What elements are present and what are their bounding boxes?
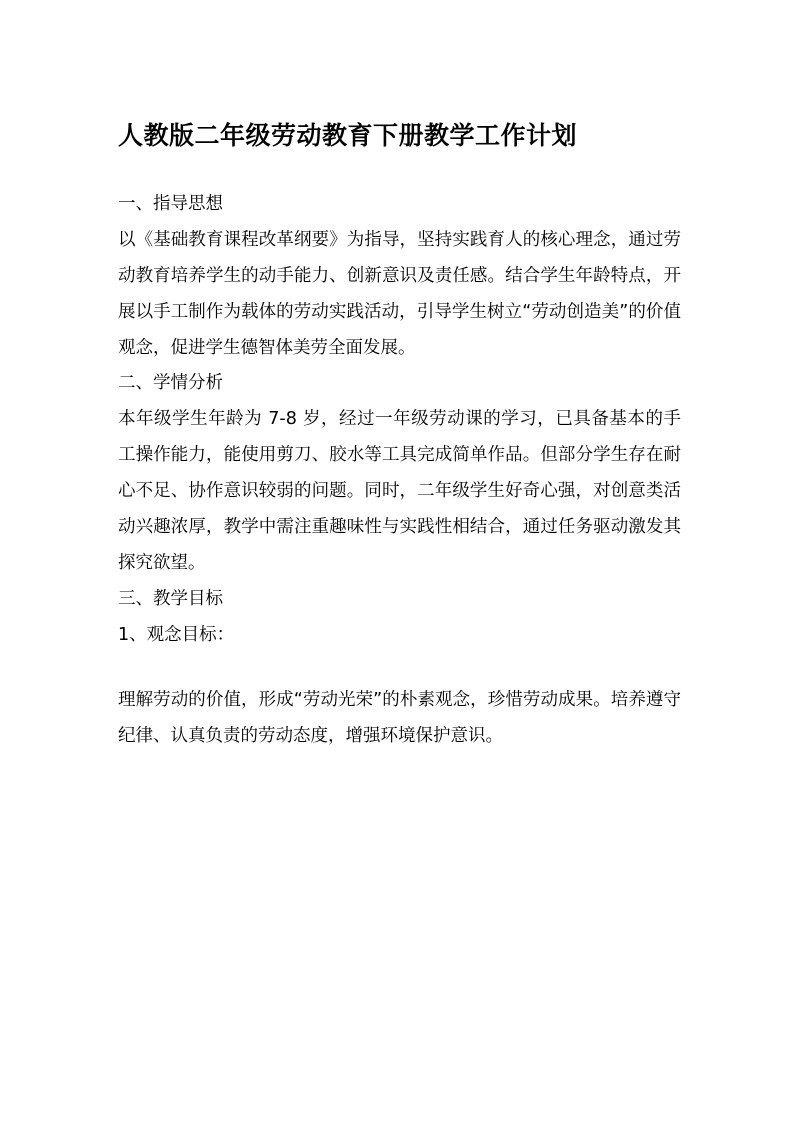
paragraph-spacer	[118, 653, 681, 683]
section-body-guiding-ideology: 以《基础教育课程改革纲要》为指导，坚持实践育人的核心理念，通过劳动教育培养学生的动手能力、创新意识及责任感。结合学生年龄特点，开展以手工制作为载体的劳动实践活动，引导学生树立“劳动创造美”的价值观念，促进学生德智体美劳全面发展。	[118, 229, 681, 358]
section-body-concept-objectives: 理解劳动的价值，形成“劳动光荣”的朴素观念，珍惜劳动成果。培养遵守纪律、认真负责的劳动态度，增强环境保护意识。	[118, 690, 681, 747]
section-body-student-analysis: 本年级学生年龄为 7-8 岁，经过一年级劳动课的学习，已具备基本的手工操作能力，能使用剪刀、胶水等工具完成简单作品。但部分学生存在耐心不足、协作意识较弱的问题。同时，二年级学生好奇心强，对创意类活动兴趣浓厚，教学中需注重趣味性与实践性相结合，通过任务驱动激发其探究欲望。	[118, 409, 681, 573]
section-heading-guiding-ideology: 一、指导思想	[118, 194, 223, 214]
section-heading-student-analysis: 二、学情分析	[118, 373, 223, 394]
page-title: 人教版二年级劳动教育下册教学工作计划	[118, 121, 578, 150]
section-heading-teaching-objectives: 三、教学目标	[118, 588, 223, 609]
subsection-heading-concept-objectives: 1、观念目标：	[118, 624, 235, 645]
